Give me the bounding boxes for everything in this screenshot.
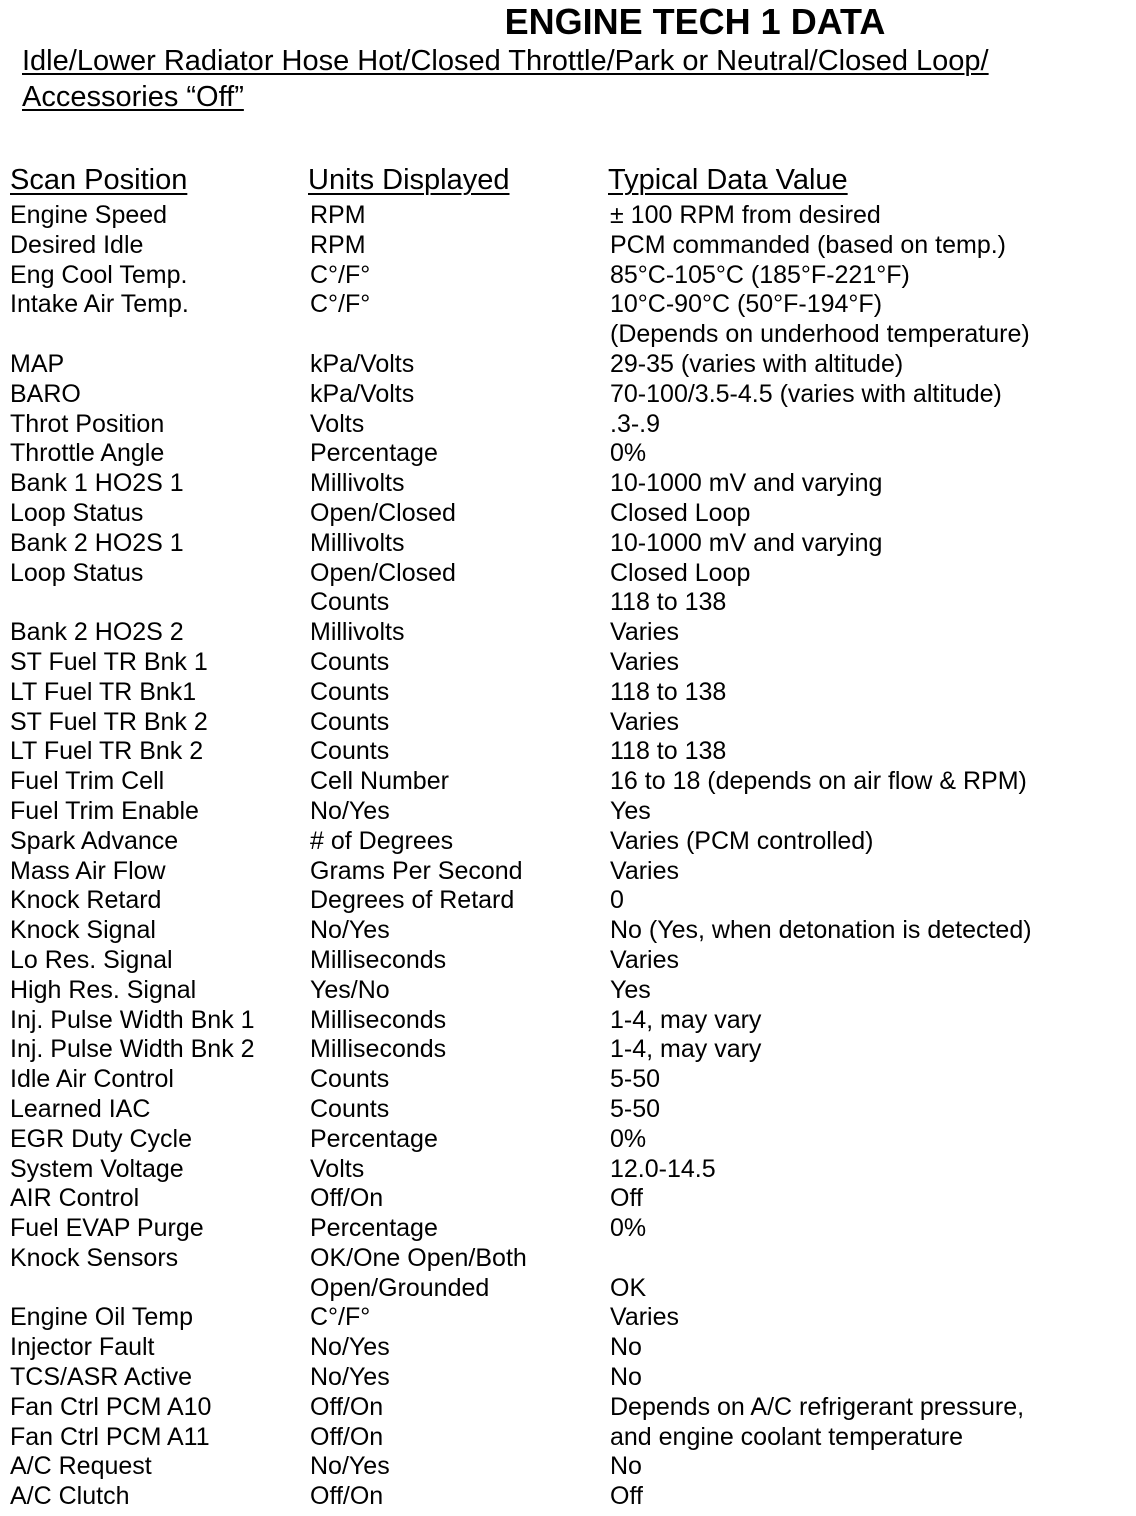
scan-position-cell: LT Fuel TR Bnk 2 [10,737,204,766]
units-displayed-cell: No/Yes [310,1452,390,1481]
typical-data-value-cell: Varies [610,945,680,974]
typical-data-value-cell: Yes [610,975,651,1004]
typical-data-value-cell: Varies [610,1303,680,1332]
table-row [0,1481,1136,1511]
units-displayed-cell: Volts [310,1154,365,1183]
scan-position-cell: Knock Signal [10,916,156,945]
units-displayed-cell: C°/F° [310,1303,371,1332]
scan-position-cell: Engine Oil Temp [10,1303,193,1332]
scan-position-cell: Learned IAC [10,1094,151,1123]
scan-position-cell: Inj. Pulse Width Bnk 1 [10,1005,255,1034]
table-row [0,677,1136,707]
table-row [0,826,1136,856]
scan-position-cell: Loop Status [10,558,144,587]
typical-data-value-cell: 1-4, may vary [610,1035,762,1064]
scan-position-cell: Throt Position [10,409,165,438]
scan-position-cell: Engine Speed [10,201,168,229]
units-displayed-cell: Milliseconds [310,1035,447,1064]
table-row [0,1094,1136,1124]
scan-position-cell: Desired Idle [10,230,144,259]
table-row [0,1362,1136,1392]
typical-data-value-cell: Varies (PCM controlled) [610,826,874,855]
scan-position-cell: Injector Fault [10,1333,155,1362]
units-displayed-cell: Open/Closed [310,498,456,527]
typical-data-value-cell: ± 100 RPM from desired [610,201,881,229]
scan-position-cell: ST Fuel TR Bnk 1 [10,647,208,676]
units-displayed-cell: kPa/Volts [310,379,415,408]
scan-position-cell: Knock Retard [10,886,162,915]
scan-position-cell: Inj. Pulse Width Bnk 2 [10,1035,255,1064]
scan-position-cell: Bank 2 HO2S 2 [10,618,184,647]
table-row [0,1332,1136,1362]
units-displayed-cell: No/Yes [310,1333,390,1362]
units-displayed-cell: Percentage [310,1214,438,1243]
conditions-subtitle-line-1: Idle/Lower Radiator Hose Hot/Closed Throttle/Park or Neutral/Closed Loop/ [22,45,989,77]
typical-data-value-cell: Varies [610,856,680,885]
typical-data-value-cell: 1-4, may vary [610,1005,762,1034]
table-row [0,1392,1136,1422]
scan-position-cell: Throttle Angle [10,439,165,468]
scan-position-cell: ST Fuel TR Bnk 2 [10,707,208,736]
table-row [0,915,1136,945]
table-row [0,796,1136,826]
table-row [0,438,1136,468]
units-displayed-cell: Off/On [310,1184,384,1213]
units-displayed-cell: No/Yes [310,1363,390,1392]
units-displayed-cell: C°/F° [310,290,371,319]
typical-data-value-cell: 118 to 138 [610,588,727,617]
scan-position-cell: MAP [10,349,65,378]
units-displayed-cell: C°/F° [310,260,371,289]
table-row [0,617,1136,647]
units-displayed-cell: Off/On [310,1482,384,1511]
typical-data-value-cell: 0% [610,439,647,468]
table-row [0,498,1136,528]
typical-data-value-cell: Off [610,1184,643,1213]
scan-position-cell: AIR Control [10,1184,140,1213]
typical-data-value-cell: OK [610,1273,647,1302]
scan-position-cell: TCS/ASR Active [10,1363,192,1392]
table-row [0,1183,1136,1213]
table-row [0,349,1136,379]
page-title: ENGINE TECH 1 DATA [504,1,886,42]
table-row [0,1005,1136,1035]
typical-data-value-cell: No (Yes, when detonation is detected) [610,916,1032,945]
typical-data-value-cell: No [610,1363,642,1392]
table-row [0,409,1136,439]
typical-data-value-cell: 12.0-14.5 [610,1154,716,1183]
scan-position-cell: System Voltage [10,1154,184,1183]
typical-data-value-cell: 0% [610,1124,647,1153]
table-row [0,379,1136,409]
scan-position-cell: High Res. Signal [10,975,197,1004]
scan-position-cell: Mass Air Flow [10,856,166,885]
units-displayed-cell: Millivolts [310,618,405,647]
units-displayed-cell: kPa/Volts [310,349,415,378]
table-row [0,289,1136,319]
table-row [0,468,1136,498]
typical-data-value-cell: Varies [610,647,680,676]
scan-position-cell: Idle Air Control [10,1065,174,1094]
scan-position-cell: LT Fuel TR Bnk1 [10,677,197,706]
scan-position-cell: Loop Status [10,498,144,527]
scan-position-cell: Knock Sensors [10,1243,179,1272]
scan-position-cell: Fuel Trim Enable [10,796,199,825]
units-displayed-cell: Percentage [310,439,438,468]
typical-data-value-cell: Off [610,1482,643,1511]
units-displayed-cell: Off/On [310,1392,384,1421]
table-row [0,1273,1136,1303]
units-displayed-cell: Milliseconds [310,1005,447,1034]
table-row [0,558,1136,588]
units-displayed-cell: RPM [310,201,366,229]
units-displayed-cell: Open/Closed [310,558,456,587]
typical-data-value-cell: 10-1000 mV and varying [610,528,883,557]
typical-data-value-cell: Closed Loop [610,498,751,527]
scan-position-cell: Bank 2 HO2S 1 [10,528,184,557]
units-displayed-cell: Counts [310,737,390,766]
table-row [0,736,1136,766]
typical-data-value-cell: Varies [610,618,680,647]
table-row [0,1124,1136,1154]
table-row [0,319,1136,349]
scan-position-cell: Bank 1 HO2S 1 [10,469,184,498]
table-row [0,1422,1136,1452]
units-displayed-cell: Degrees of Retard [310,886,515,915]
typical-data-value-cell: 29-35 (varies with altitude) [610,349,904,378]
units-displayed-cell: No/Yes [310,796,390,825]
scan-position-cell: Eng Cool Temp. [10,260,188,289]
scan-position-cell: A/C Clutch [10,1482,130,1511]
units-displayed-cell: Grams Per Second [310,856,523,885]
units-displayed-cell: Millivolts [310,469,405,498]
table-row [0,856,1136,886]
units-displayed-cell: # of Degrees [310,826,454,855]
table-row [0,647,1136,677]
units-displayed-cell: Cell Number [310,767,449,796]
typical-data-value-cell: Varies [610,707,680,736]
table-row [0,1154,1136,1184]
typical-data-value-cell: Closed Loop [610,558,751,587]
conditions-subtitle-line-2: Accessories “Off” [22,81,244,113]
typical-data-value-cell: 10-1000 mV and varying [610,469,883,498]
table-row [0,528,1136,558]
units-displayed-cell: Yes/No [310,975,390,1004]
typical-data-value-cell: 5-50 [610,1094,661,1123]
table-row [0,945,1136,975]
table-row [0,587,1136,617]
scan-position-cell: Spark Advance [10,826,179,855]
typical-data-value-cell: Depends on A/C refrigerant pressure, [610,1392,1025,1421]
scan-position-cell: Fuel EVAP Purge [10,1214,204,1243]
units-displayed-cell: Millivolts [310,528,405,557]
typical-data-value-cell: No [610,1452,642,1481]
column-header-scan-position: Scan Position [10,164,188,196]
table-row [0,260,1136,290]
scan-position-cell: Fuel Trim Cell [10,767,165,796]
typical-data-value-cell: .3-.9 [610,409,661,438]
table-row [0,1213,1136,1243]
table-row [0,1064,1136,1094]
scan-position-cell: Intake Air Temp. [10,290,189,319]
typical-data-value-cell: Yes [610,796,651,825]
units-displayed-cell: Counts [310,647,390,676]
typical-data-value-cell: 85°C-105°C (185°F-221°F) [610,260,910,289]
table-row [0,1302,1136,1332]
scan-position-cell: EGR Duty Cycle [10,1124,192,1153]
units-displayed-cell: Off/On [310,1422,384,1451]
typical-data-value-cell: PCM commanded (based on temp.) [610,230,1007,259]
table-row [0,200,1136,230]
typical-data-value-cell: 118 to 138 [610,737,727,766]
units-displayed-cell: Volts [310,409,365,438]
table-row [0,885,1136,915]
units-displayed-cell: RPM [310,230,366,259]
column-header-typical-data-value: Typical Data Value [608,164,848,196]
table-row [0,230,1136,260]
units-displayed-cell: OK/One Open/Both [310,1243,527,1272]
scan-position-cell: Lo Res. Signal [10,945,173,974]
typical-data-value-cell: 118 to 138 [610,677,727,706]
units-displayed-cell: Counts [310,588,390,617]
scan-position-cell: BARO [10,379,81,408]
column-header-units-displayed: Units Displayed [308,164,510,196]
units-displayed-cell: Counts [310,707,390,736]
units-displayed-cell: No/Yes [310,916,390,945]
table-row [0,975,1136,1005]
table-row [0,707,1136,737]
typical-data-value-cell: No [610,1333,642,1362]
units-displayed-cell: Percentage [310,1124,438,1153]
units-displayed-cell: Counts [310,1094,390,1123]
typical-data-value-cell: 16 to 18 (depends on air flow & RPM) [610,767,1027,796]
table-row [0,766,1136,796]
units-displayed-cell: Milliseconds [310,945,447,974]
scan-position-cell: Fan Ctrl PCM A10 [10,1392,212,1421]
typical-data-value-cell: 10°C-90°C (50°F-194°F) [610,290,883,319]
scan-position-cell: A/C Request [10,1452,152,1481]
units-displayed-cell: Counts [310,677,390,706]
data-table [0,200,1136,1511]
typical-data-value-cell: and engine coolant temperature [610,1422,964,1451]
typical-data-value-cell: 5-50 [610,1065,661,1094]
table-row [0,1451,1136,1481]
units-displayed-cell: Counts [310,1065,390,1094]
table-row [0,1243,1136,1273]
table-row [0,1034,1136,1064]
typical-data-value-cell: 70-100/3.5-4.5 (varies with altitude) [610,379,1002,408]
typical-data-value-cell: (Depends on underhood temperature) [610,320,1030,349]
typical-data-value-cell: 0 [610,886,624,915]
typical-data-value-cell: 0% [610,1214,647,1243]
scan-position-cell: Fan Ctrl PCM A11 [10,1422,210,1451]
units-displayed-cell: Open/Grounded [310,1273,490,1302]
